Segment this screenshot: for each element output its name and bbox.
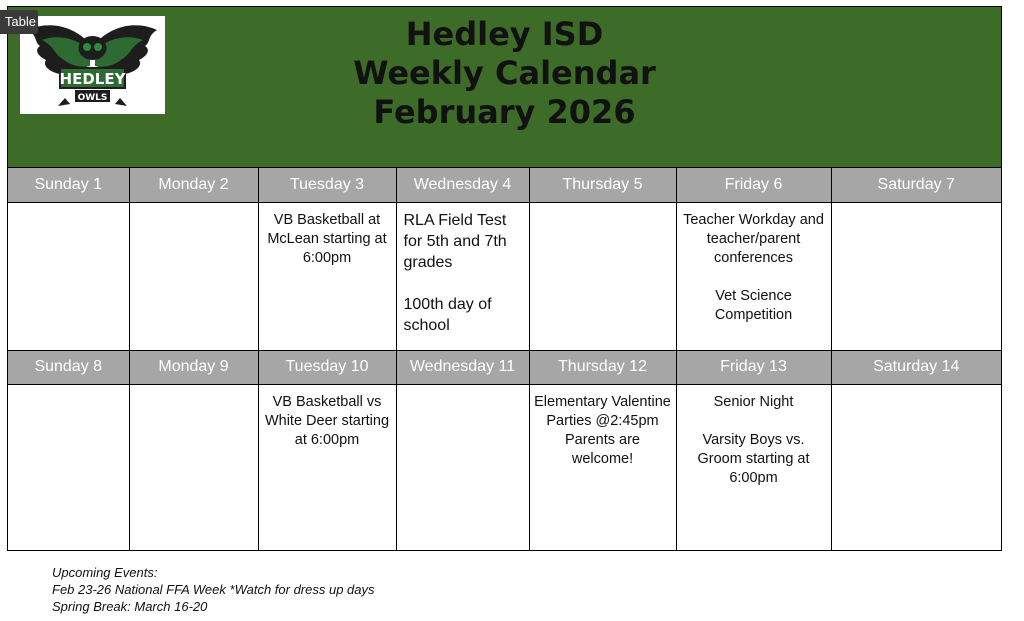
event-text <box>130 385 258 393</box>
upcoming-heading: Upcoming Events: <box>52 565 158 580</box>
title-line-1: Hedley ISD <box>405 15 604 53</box>
day-cell <box>396 202 529 350</box>
day-cell <box>129 202 258 350</box>
page-title <box>8 15 1001 132</box>
calendar <box>7 6 1002 551</box>
day-cell <box>831 384 1001 550</box>
day-header: Wednesday 11 <box>396 350 529 384</box>
day-header: Wednesday 4 <box>396 168 529 202</box>
calendar-table <box>8 168 1001 550</box>
day-header: Tuesday 3 <box>258 168 396 202</box>
upcoming-line: Spring Break: March 16-20 <box>52 599 208 614</box>
day-cell <box>258 384 396 550</box>
event-text: VB Basketball at McLean starting at 6:00pm <box>267 211 387 266</box>
upcoming-line: Feb 23-26 National FFA Week *Watch for dress up days <box>52 582 375 597</box>
event-text: VB Basketball vs White Deer starting at 6:00pm <box>264 393 390 448</box>
event-text: Teacher Workday and teacher/parent conferences Vet Science Competition <box>683 211 824 323</box>
event-text <box>8 203 129 211</box>
day-cell <box>529 202 676 350</box>
svg-text:HEDLEY: HEDLEY <box>59 70 126 88</box>
day-header: Friday 6 <box>676 168 831 202</box>
table-tag: Table <box>0 10 38 34</box>
event-text <box>832 203 1002 211</box>
day-cell <box>676 202 831 350</box>
day-cell <box>676 384 831 550</box>
event-text <box>832 385 1002 393</box>
day-header: Thursday 5 <box>529 168 676 202</box>
day-header: Saturday 7 <box>831 168 1001 202</box>
upcoming-events <box>52 564 375 615</box>
week1-header-row <box>8 168 1001 202</box>
event-text <box>530 203 676 211</box>
day-header: Sunday 1 <box>8 168 129 202</box>
event-text <box>8 385 129 393</box>
day-header: Monday 2 <box>129 168 258 202</box>
day-header: Sunday 8 <box>8 350 129 384</box>
week2-header-row <box>8 350 1001 384</box>
day-header: Saturday 14 <box>831 350 1001 384</box>
day-cell <box>8 202 129 350</box>
day-header: Friday 13 <box>676 350 831 384</box>
day-cell <box>529 384 676 550</box>
event-text <box>397 385 529 393</box>
day-cell <box>8 384 129 550</box>
svg-text:OWLS: OWLS <box>77 93 108 103</box>
week1-events-row <box>8 202 1001 350</box>
event-text: RLA Field Test for 5th and 7th grades 100th day of school <box>403 211 507 334</box>
event-text: Senior Night Varsity Boys vs. Groom starting at 6:00pm <box>697 393 810 486</box>
event-text <box>130 203 258 211</box>
week2-events-row <box>8 384 1001 550</box>
day-cell <box>258 202 396 350</box>
day-cell <box>831 202 1001 350</box>
banner <box>8 7 1001 168</box>
event-text: Elementary Valentine Parties @2:45pm Parents are welcome! <box>534 393 671 467</box>
day-header: Monday 9 <box>129 350 258 384</box>
day-cell <box>129 384 258 550</box>
day-header: Tuesday 10 <box>258 350 396 384</box>
title-line-3: February 2026 <box>373 93 636 131</box>
title-line-2: Weekly Calendar <box>353 54 656 92</box>
day-header: Thursday 12 <box>529 350 676 384</box>
day-cell <box>396 384 529 550</box>
